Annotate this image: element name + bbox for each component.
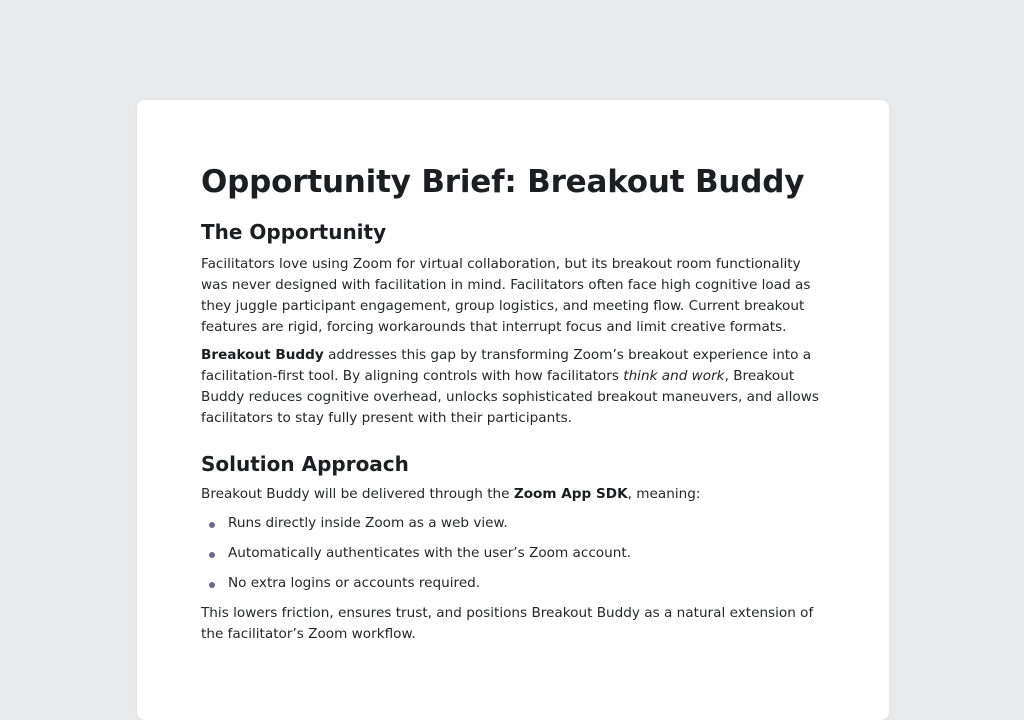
list-item <box>201 543 825 564</box>
list-item-text: Runs directly inside Zoom as a web view. <box>228 515 508 531</box>
list-item-text: No extra logins or accounts required. <box>228 575 481 591</box>
document-card <box>137 100 889 720</box>
paragraph-text: , meaning: <box>627 486 701 502</box>
solution-closing-paragraph: This lowers friction, ensures trust, and positions Breakout Buddy as a natural extension of the facilitator’s Zoom workflow. <box>201 605 814 642</box>
document-content <box>201 158 825 645</box>
opportunity-paragraph-1: Facilitators love using Zoom for virtual collaboration, but its breakout room functionality was never designed with facilitation in mind. Facilitators often face high cognitive load as they juggle participant engagement, group logistics, and meeting flow. Current breakout features are rigid, forcing workarounds that interrupt focus and limit creative formats. <box>201 256 811 335</box>
paragraph-text: Breakout Buddy will be delivered through the <box>201 486 514 502</box>
sdk-name-bold: Zoom App SDK <box>513 486 628 502</box>
bullet-icon <box>209 522 215 528</box>
list-item-text: Automatically authenticates with the user’s Zoom account. <box>228 545 631 561</box>
bullet-icon <box>209 552 215 558</box>
list-item <box>201 513 825 534</box>
solution-intro <box>201 484 825 505</box>
list-item <box>201 573 825 594</box>
page-title: Opportunity Brief: Breakout Buddy <box>201 164 805 200</box>
section-heading-solution: Solution Approach <box>201 452 409 476</box>
paragraph-text: , Breakout Buddy reduces cognitive overhead, unlocks sophisticated breakout maneuvers, and allows facilitators to stay fully present with their participants. <box>201 368 819 426</box>
opportunity-paragraph-2 <box>201 345 825 429</box>
paragraph-text: addresses this gap by transforming Zoom’s breakout experience into a facilitation-first tool. By aligning controls with how facilitators <box>201 347 812 384</box>
solution-bullet-list <box>201 513 825 594</box>
product-name-bold: Breakout Buddy <box>201 347 324 363</box>
emphasis-text: think and work <box>623 368 725 384</box>
bullet-icon <box>209 582 215 588</box>
section-heading-opportunity: The Opportunity <box>201 220 387 244</box>
